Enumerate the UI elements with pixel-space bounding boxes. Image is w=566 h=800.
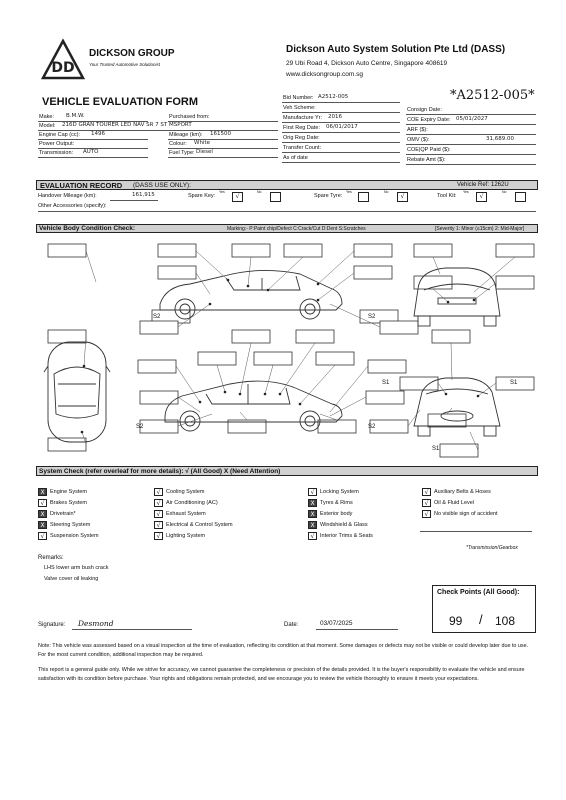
brand-name: DICKSON GROUP	[89, 48, 175, 59]
system-check-box[interactable]: X	[308, 521, 317, 529]
system-check-label: Exterior body	[320, 511, 353, 517]
system-check-box[interactable]: √	[308, 488, 317, 496]
vehicle-ref-value: 1262U	[491, 182, 509, 188]
system-check-box[interactable]: √	[38, 499, 47, 507]
s2-label-4: S2	[368, 424, 376, 430]
s1-label-1: S1	[382, 380, 390, 386]
system-check-label: Lighting System	[166, 533, 206, 539]
omv-value: 31,689.00	[486, 136, 514, 142]
finance-details: Consign Date: COE Expiry Date: 05/01/2027 ARF ($): OMV ($): 31,689.00 COE|QP Paid ($): Rebate Amt ($):	[406, 106, 536, 168]
system-check-label: Auxiliary Belts & Hoses	[434, 489, 491, 495]
signature-field[interactable]: Desmond	[72, 620, 192, 630]
company-website: www.dicksongroup.com.sg	[286, 71, 363, 78]
spare-tyre-yes-checkbox[interactable]	[358, 192, 369, 202]
s1-label-2: S1	[510, 380, 518, 386]
bid-value: A2512-005	[318, 94, 349, 100]
dickson-logo-icon	[40, 38, 86, 84]
system-check-box[interactable]: √	[154, 521, 163, 529]
model-value: 216D GRAN TOURER LED NAV SR 7 ST MSPORT	[62, 122, 192, 128]
company-address: 29 Ubi Road 4, Dickson Auto Centre, Singapore 408619	[286, 60, 448, 67]
marking-legend: Marking:- P:Paint chip/Defect C:Crack/Cut D:Dent S:Scratches	[227, 226, 366, 232]
check-points-total: 108	[495, 614, 516, 628]
check-points-box: Check Points (All Good): 99 / 108	[432, 585, 536, 633]
body-check-bar	[36, 224, 538, 233]
system-check-box[interactable]: X	[308, 499, 317, 507]
s2-label-1: S2	[153, 314, 161, 320]
system-check-box[interactable]: √	[422, 510, 431, 518]
date-field[interactable]: 03/07/2025	[316, 620, 398, 630]
system-check-box[interactable]: X	[38, 488, 47, 496]
system-check-label: Electrical & Control System	[166, 522, 233, 528]
evaluation-title: EVALUATION RECORD	[40, 181, 123, 190]
s2-label-2: S2	[368, 314, 376, 320]
remark-line-1: LHS lower arm bush crack	[44, 565, 109, 571]
spare-key-no-checkbox[interactable]	[270, 192, 281, 202]
mileage-value: 161500	[210, 131, 231, 137]
note-2: This report is a general guide only. While we strive for accuracy, we cannot guarantee the completeness or precision of the details provided. It is the buyer's responsibility to evaluate the vehicle and ensure satisfaction with its condition before purchase. Your rights and obligations remain protected, and we encourage you to review the vehicle thoroughly to ensure it meets your expectations.	[38, 667, 525, 682]
engine-value: 1496	[91, 131, 105, 137]
coe-expiry-value: 05/01/2027	[456, 116, 488, 122]
system-check-box[interactable]: √	[154, 532, 163, 540]
system-check-label: Locking System	[320, 489, 359, 495]
system-check-box[interactable]: √	[38, 532, 47, 540]
system-check-label: Windshield & Glass	[320, 522, 368, 528]
company-name: Dickson Auto System Solution Pte Ltd (DASS)	[286, 44, 506, 55]
svg-text:DD: DD	[51, 60, 75, 76]
system-check-box[interactable]: √	[422, 499, 431, 507]
remark-line-2: Valve cover oil leaking	[44, 576, 99, 582]
system-check-label: Drivetrain*	[50, 511, 76, 517]
check-points-label: Check Points (All Good):	[437, 589, 520, 596]
system-check-box[interactable]: √	[422, 488, 431, 496]
spare-key-yes-checkbox[interactable]: √	[232, 192, 243, 202]
first-reg-value: 06/01/2017	[326, 124, 358, 130]
system-check-box[interactable]: √	[154, 510, 163, 518]
s2-label-3: S2	[136, 424, 144, 430]
remarks-label: Remarks:	[38, 555, 64, 561]
spare-tyre-no-checkbox[interactable]: √	[397, 192, 408, 202]
system-check-label: Exhaust System	[166, 511, 206, 517]
system-check-label: Oil & Fluid Level	[434, 500, 475, 506]
system-check-label: Suspension System	[50, 533, 99, 539]
evaluation-record-bar: EVALUATION RECORD (DASS USE ONLY): Vehicle Ref: 1262U	[36, 180, 538, 190]
colour-value: White	[194, 140, 210, 146]
brand-tagline: Your Trusted Automotive Solutionist	[89, 62, 161, 67]
annotation-boxes	[48, 244, 534, 457]
system-check-box[interactable]: X	[308, 510, 317, 518]
top-view-car	[44, 342, 110, 442]
system-check-label: Air Conditioning (AC)	[166, 500, 218, 506]
stamp-number: *A2512-005*	[450, 88, 535, 103]
system-check-box[interactable]: √	[308, 532, 317, 540]
tool-kit-no-checkbox[interactable]	[515, 192, 526, 202]
form-title: VEHICLE EVALUATION FORM	[42, 96, 199, 108]
system-check-label: Engine System	[50, 489, 87, 495]
system-check-box[interactable]: √	[154, 499, 163, 507]
other-accessories-field[interactable]	[38, 211, 536, 212]
footnote: *Transmission/Gearbox	[466, 545, 518, 551]
system-check-label: Cooling System	[166, 489, 205, 495]
system-check-box[interactable]: X	[38, 510, 47, 518]
registration-details: Bid Number: A2512-005 Veh Scheme: Manufacture Yr: 2016 First Reg Date: 06/01/2017 Orig Reg Date: Transfer Count: As of date	[282, 94, 400, 166]
system-check-label: Steering System	[50, 522, 91, 528]
check-points-score: 99	[449, 614, 463, 628]
signature-label: Signature:	[38, 622, 66, 628]
make-value: B.M.W.	[66, 113, 85, 119]
vehicle-details: Make: B.M.W. Model: 216D GRAN TOURER LED NAV SR 7 ST MSPORT Engine Cap (cc): 1496 Power Output: Transmission: AUTO Purchased from: Mileage (km): 161500 Colour: White Fuel Type: Diesel	[38, 113, 278, 168]
system-check-bar	[36, 466, 538, 476]
tool-kit-yes-checkbox[interactable]: √	[476, 192, 487, 202]
handover-mileage-field[interactable]: 161,915	[110, 192, 158, 201]
manufacture-value: 2016	[328, 114, 342, 120]
fuel-value: Diesel	[196, 149, 213, 155]
system-check-label: Brakes System	[50, 500, 87, 506]
system-check-label: Interior Trims & Seats	[320, 533, 373, 539]
system-check-title: System Check (refer overleaf for more details): √ (All Good) X (Need Attention)	[39, 468, 281, 475]
s1-label-3: S1	[432, 446, 440, 452]
body-check-title: Vehicle Body Condition Check:	[39, 225, 136, 232]
note-1: Note: This vehicle was assessed based on a visual inspection at the time of evaluation, reflecting its condition at that moment. Some damages or defects may not be visible or could develop later due to use. For the most current condition, additional inspection may be required.	[38, 643, 529, 658]
system-check-label: Tyres & Rims	[320, 500, 353, 506]
system-check-label: No visible sign of accident	[434, 511, 498, 517]
system-check-box[interactable]: √	[154, 488, 163, 496]
body-diagram	[0, 234, 566, 464]
transmission-value: AUTO	[83, 149, 99, 155]
severity-legend: [Severity 1: Minor (≤15cm) 2: Mid-Major]	[435, 226, 525, 232]
system-check-box[interactable]: X	[38, 521, 47, 529]
date-label: Date:	[284, 622, 299, 628]
